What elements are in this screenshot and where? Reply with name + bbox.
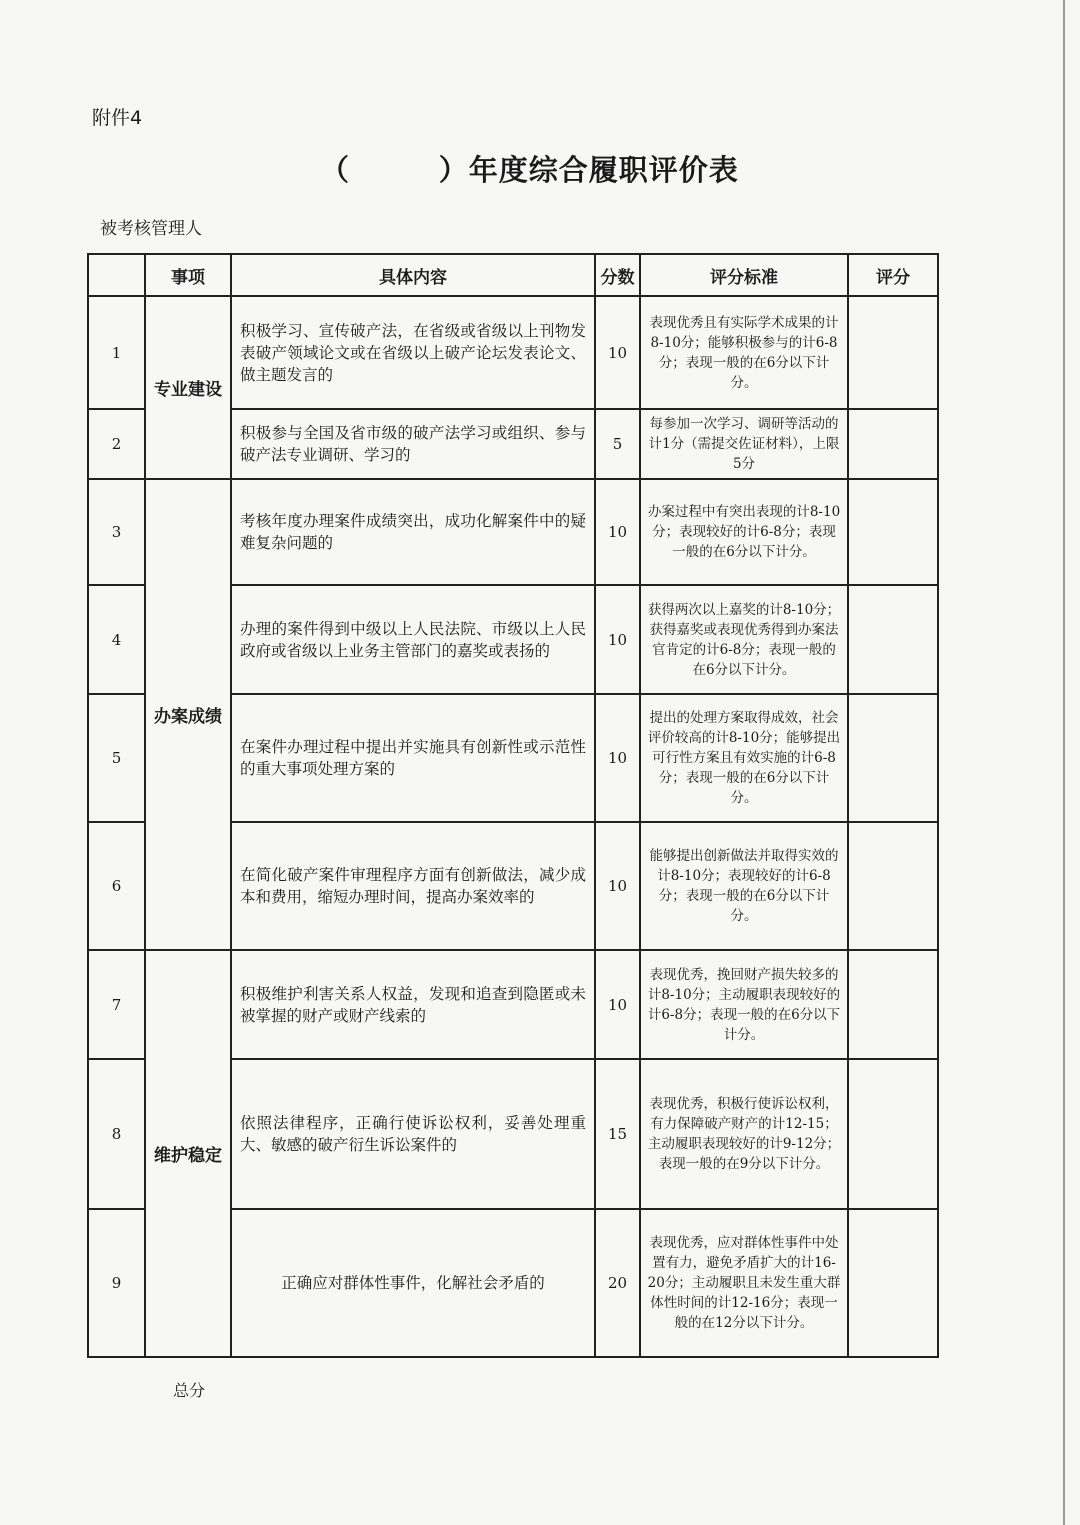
page-title: （ ）年度综合履职评价表 (320, 153, 739, 187)
rating-cell[interactable] (848, 479, 938, 585)
row-number: 6 (88, 822, 145, 950)
header-index (88, 254, 145, 296)
row-criteria: 表现优秀，积极行使诉讼权利，有力保障破产财产的计12-15；主动履职表现较好的计9-12分；表现一般的在9分以下计分。 (640, 1059, 848, 1209)
table-row (88, 479, 938, 585)
table-header-row (88, 254, 938, 296)
rating-cell[interactable] (848, 694, 938, 822)
row-content: 正确应对群体性事件，化解社会矛盾的 (231, 1209, 595, 1357)
manager-label: 被考核管理人 (100, 219, 202, 239)
header-item: 事项 (145, 254, 231, 296)
row-score: 10 (595, 479, 640, 585)
row-criteria: 表现优秀且有实际学术成果的计8-10分；能够积极参与的计6-8分；表现一般的在6分以下计分。 (640, 296, 848, 409)
scan-edge-divider (1063, 0, 1065, 1525)
row-content: 依照法律程序，正确行使诉讼权利，妥善处理重大、敏感的破产衍生诉讼案件的 (231, 1059, 595, 1209)
row-number: 5 (88, 694, 145, 822)
row-criteria: 每参加一次学习、调研等活动的计1分（需提交佐证材料），上限5分 (640, 409, 848, 479)
row-number: 1 (88, 296, 145, 409)
row-score: 20 (595, 1209, 640, 1357)
row-score: 10 (595, 694, 640, 822)
row-criteria: 获得两次以上嘉奖的计8-10分；获得嘉奖或表现优秀得到办案法官肯定的计6-8分；表现一般的在6分以下计分。 (640, 585, 848, 694)
rating-cell[interactable] (848, 822, 938, 950)
row-number: 2 (88, 409, 145, 479)
row-criteria: 表现优秀，挽回财产损失较多的计8-10分；主动履职表现较好的计6-8分；表现一般的在6分以下计分。 (640, 950, 848, 1059)
attachment-label: 附件4 (92, 107, 143, 129)
row-number: 9 (88, 1209, 145, 1357)
rating-cell[interactable] (848, 585, 938, 694)
row-content: 考核年度办理案件成绩突出，成功化解案件中的疑难复杂问题的 (231, 479, 595, 585)
row-content: 积极参与全国及省市级的破产法学习或组织、参与破产法专业调研、学习的 (231, 409, 595, 479)
row-score: 10 (595, 950, 640, 1059)
header-score: 分数 (595, 254, 640, 296)
header-content: 具体内容 (231, 254, 595, 296)
header-criteria: 评分标准 (640, 254, 848, 296)
row-criteria: 能够提出创新做法并取得实效的计8-10分；表现较好的计6-8分；表现一般的在6分以下计分。 (640, 822, 848, 950)
rating-cell[interactable] (848, 950, 938, 1059)
row-content: 在简化破产案件审理程序方面有创新做法，减少成本和费用，缩短办理时间，提高办案效率的 (231, 822, 595, 950)
row-score: 10 (595, 296, 640, 409)
row-score: 15 (595, 1059, 640, 1209)
rating-cell[interactable] (848, 296, 938, 409)
row-number: 8 (88, 1059, 145, 1209)
row-criteria: 提出的处理方案取得成效，社会评价较高的计8-10分；能够提出可行性方案且有效实施的计6-8分；表现一般的在6分以下计分。 (640, 694, 848, 822)
row-score: 10 (595, 822, 640, 950)
row-criteria: 表现优秀，应对群体性事件中处置有力，避免矛盾扩大的计16-20分；主动履职且未发生重大群体性时间的计12-16分；表现一般的在12分以下计分。 (640, 1209, 848, 1357)
row-content: 积极维护利害关系人权益，发现和追查到隐匿或未被掌握的财产或财产线索的 (231, 950, 595, 1059)
row-content: 积极学习、宣传破产法，在省级或省级以上刊物发表破产领域论文或在省级以上破产论坛发表论文、做主题发言的 (231, 296, 595, 409)
row-content: 办理的案件得到中级以上人民法院、市级以上人民政府或省级以上业务主管部门的嘉奖或表扬的 (231, 585, 595, 694)
row-criteria: 办案过程中有突出表现的计8-10分；表现较好的计6-8分；表现一般的在6分以下计分。 (640, 479, 848, 585)
category-stability: 维护稳定 (145, 950, 231, 1357)
rating-cell[interactable] (848, 409, 938, 479)
rating-cell[interactable] (848, 1209, 938, 1357)
row-number: 4 (88, 585, 145, 694)
table-row (88, 950, 938, 1059)
header-rating: 评分 (848, 254, 938, 296)
row-score: 5 (595, 409, 640, 479)
evaluation-table (87, 253, 939, 1358)
row-number: 7 (88, 950, 145, 1059)
table-row (88, 296, 938, 409)
rating-cell[interactable] (848, 1059, 938, 1209)
category-case-performance: 办案成绩 (145, 479, 231, 950)
row-score: 10 (595, 585, 640, 694)
row-number: 3 (88, 479, 145, 585)
total-score-label: 总分 (173, 1381, 206, 1400)
row-content: 在案件办理过程中提出并实施具有创新性或示范性的重大事项处理方案的 (231, 694, 595, 822)
category-professional: 专业建设 (145, 296, 231, 479)
